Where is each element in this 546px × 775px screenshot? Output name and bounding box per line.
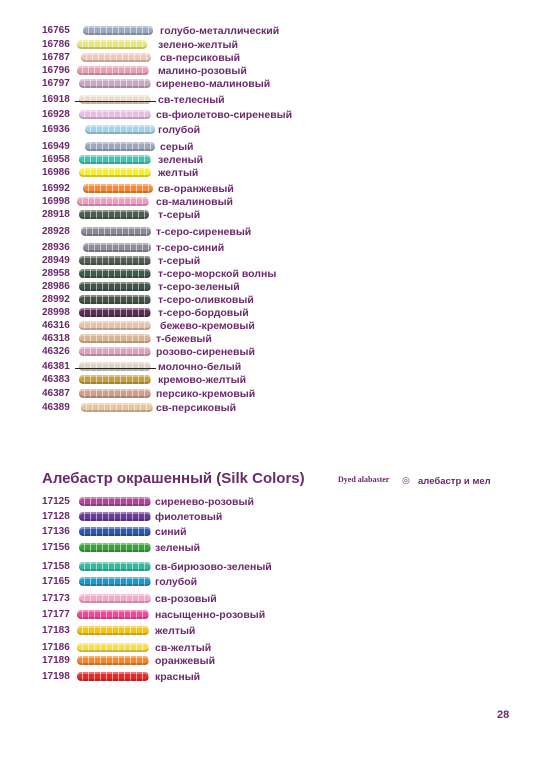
bead-row	[0, 254, 546, 268]
bead-strand-swatch	[81, 53, 151, 62]
bead-row	[0, 387, 546, 401]
bead-color-name: голубо-металлический	[160, 25, 280, 37]
bead-code: 17186	[42, 642, 70, 653]
bead-color-name: т-серый	[158, 209, 201, 221]
bead-row	[0, 510, 546, 524]
bead-row	[0, 541, 546, 555]
bead-strand-swatch	[79, 497, 151, 506]
bead-code: 46316	[42, 320, 70, 331]
bead-color-name: персико-кремовый	[156, 388, 256, 400]
bead-code: 46383	[42, 374, 70, 385]
bead-color-name: бежево-кремовый	[160, 320, 255, 332]
bead-color-name: св-бирюзово-зеленый	[155, 561, 272, 573]
bead-strand-swatch	[77, 610, 149, 619]
bead-row	[0, 360, 546, 374]
bead-strand-swatch	[85, 125, 155, 134]
bead-strand-swatch	[79, 155, 151, 164]
bead-row	[0, 123, 546, 137]
bead-strand-swatch	[77, 626, 149, 635]
bead-row	[0, 670, 546, 684]
alabaster-symbol-icon: ◎	[402, 475, 410, 485]
bead-strand-swatch	[79, 389, 151, 398]
bead-row	[0, 24, 546, 38]
bead-row	[0, 280, 546, 294]
bead-strand-swatch	[79, 210, 149, 219]
bead-code: 28928	[42, 226, 70, 237]
bead-color-name: т-серо-сиреневый	[156, 226, 252, 238]
bead-color-name: кремово-желтый	[158, 374, 247, 386]
bead-color-name: т-серо-морской волны	[158, 268, 277, 280]
bead-strand-swatch	[79, 375, 151, 384]
bead-code: 17156	[42, 542, 70, 553]
bead-strand-swatch	[83, 26, 153, 35]
bead-color-name: желтый	[158, 167, 199, 179]
bead-row	[0, 495, 546, 509]
bead-code: 16998	[42, 196, 70, 207]
bead-color-name: св-телесный	[158, 94, 225, 106]
bead-code: 28918	[42, 209, 70, 220]
bead-code: 28986	[42, 281, 70, 292]
bead-row	[0, 373, 546, 387]
strand-thread-line	[75, 101, 156, 102]
bead-color-name: синий	[155, 526, 187, 538]
bead-row	[0, 38, 546, 52]
bead-code: 46326	[42, 346, 70, 357]
section-title: Алебастр окрашенный (Silk Colors)	[42, 470, 305, 487]
bead-strand-swatch	[79, 110, 151, 119]
bead-row	[0, 208, 546, 222]
bead-color-name: насыщенно-розовый	[155, 609, 266, 621]
bead-row	[0, 195, 546, 209]
bead-row	[0, 560, 546, 574]
bead-color-name: малино-розовый	[158, 65, 247, 77]
bead-color-name: молочно-белый	[158, 361, 242, 373]
bead-code: 16949	[42, 141, 70, 152]
bead-code: 16765	[42, 25, 70, 36]
bead-code: 16992	[42, 183, 70, 194]
bead-row	[0, 140, 546, 154]
bead-row	[0, 306, 546, 320]
bead-strand-swatch	[79, 321, 151, 330]
bead-row	[0, 608, 546, 622]
bead-code: 17189	[42, 655, 70, 666]
bead-color-name: сиренево-розовый	[155, 496, 254, 508]
bead-color-name: желтый	[155, 625, 196, 637]
bead-code: 28998	[42, 307, 70, 318]
bead-strand-swatch	[79, 334, 151, 343]
bead-row	[0, 624, 546, 638]
bead-code: 17125	[42, 496, 70, 507]
bead-strand-swatch	[83, 243, 151, 252]
bead-row	[0, 293, 546, 307]
bead-color-name: т-серо-зеленый	[158, 281, 240, 293]
bead-strand-swatch	[79, 269, 151, 278]
bead-strand-swatch	[79, 347, 151, 356]
bead-strand-swatch	[79, 577, 151, 586]
bead-color-name: розово-сиреневый	[156, 346, 255, 358]
bead-code: 17165	[42, 576, 70, 587]
bead-strand-swatch	[79, 512, 151, 521]
bead-code: 46387	[42, 388, 70, 399]
bead-color-name: св-фиолетово-сиреневый	[156, 109, 293, 121]
bead-row	[0, 592, 546, 606]
bead-row	[0, 525, 546, 539]
bead-code: 28936	[42, 242, 70, 253]
section-subtitle-russian: алебастр и мел	[418, 476, 491, 487]
page-number: 28	[497, 709, 510, 721]
bead-color-name: голубой	[158, 124, 201, 136]
bead-color-name: зеленый	[158, 154, 204, 166]
bead-strand-swatch	[81, 403, 153, 412]
bead-strand-swatch	[77, 656, 149, 665]
strand-thread-line	[75, 368, 156, 369]
bead-code: 16958	[42, 154, 70, 165]
bead-row	[0, 332, 546, 346]
bead-code: 28958	[42, 268, 70, 279]
bead-row	[0, 108, 546, 122]
bead-color-name: голубой	[155, 576, 198, 588]
bead-color-name: т-бежевый	[156, 333, 212, 345]
bead-color-name: т-серо-оливковый	[158, 294, 254, 306]
bead-code: 17198	[42, 671, 70, 682]
bead-color-name: св-оранжевый	[158, 183, 234, 195]
bead-color-name: т-серо-синий	[156, 242, 225, 254]
bead-code: 16986	[42, 167, 70, 178]
bead-code: 17177	[42, 609, 70, 620]
bead-strand-swatch	[77, 643, 149, 652]
bead-row	[0, 641, 546, 655]
bead-strand-swatch	[79, 168, 151, 177]
bead-strand-swatch	[79, 95, 151, 104]
bead-color-name: серый	[160, 141, 194, 153]
bead-color-name: св-персиковый	[156, 402, 237, 414]
bead-row	[0, 319, 546, 333]
bead-color-name: т-серо-бордовый	[158, 307, 249, 319]
bead-color-name: зеленый	[155, 542, 201, 554]
bead-strand-swatch	[77, 197, 149, 206]
bead-code: 17136	[42, 526, 70, 537]
bead-row	[0, 153, 546, 167]
bead-code: 28949	[42, 255, 70, 266]
bead-code: 17128	[42, 511, 70, 522]
bead-strand-swatch	[79, 295, 151, 304]
bead-code: 16787	[42, 52, 70, 63]
bead-color-name: оранжевый	[155, 655, 216, 667]
bead-color-name: св-персиковый	[160, 52, 241, 64]
bead-code: 17158	[42, 561, 70, 572]
bead-row	[0, 575, 546, 589]
bead-color-name: фиолетовый	[155, 511, 223, 523]
bead-code: 46318	[42, 333, 70, 344]
bead-code: 16918	[42, 94, 70, 105]
bead-strand-swatch	[79, 562, 151, 571]
bead-code: 17173	[42, 593, 70, 604]
bead-strand-swatch	[79, 527, 151, 536]
bead-row	[0, 93, 546, 107]
bead-code: 16928	[42, 109, 70, 120]
bead-strand-swatch	[79, 594, 151, 603]
bead-color-name: зелено-желтый	[158, 39, 238, 51]
section-subtitle-english: Dyed alabaster	[338, 475, 390, 484]
bead-strand-swatch	[79, 282, 151, 291]
bead-strand-swatch	[79, 543, 151, 552]
bead-row	[0, 51, 546, 65]
bead-code: 28992	[42, 294, 70, 305]
bead-row	[0, 654, 546, 668]
bead-row	[0, 241, 546, 255]
bead-strand-swatch	[81, 227, 151, 236]
bead-code: 46389	[42, 402, 70, 413]
bead-color-name: св-розовый	[155, 593, 217, 605]
bead-code: 17183	[42, 625, 70, 636]
bead-color-name: сиренево-малиновый	[156, 78, 271, 90]
bead-strand-swatch	[77, 672, 149, 681]
bead-row	[0, 345, 546, 359]
bead-strand-swatch	[77, 40, 147, 49]
bead-code: 16796	[42, 65, 70, 76]
bead-strand-swatch	[79, 256, 151, 265]
bead-code: 16786	[42, 39, 70, 50]
bead-row	[0, 401, 546, 415]
bead-row	[0, 64, 546, 78]
bead-row	[0, 166, 546, 180]
bead-row	[0, 182, 546, 196]
bead-row	[0, 77, 546, 91]
bead-code: 16936	[42, 124, 70, 135]
bead-strand-swatch	[79, 362, 151, 371]
bead-code: 46381	[42, 361, 70, 372]
bead-strand-swatch	[79, 79, 151, 88]
bead-color-name: красный	[155, 671, 201, 683]
bead-row	[0, 225, 546, 239]
bead-strand-swatch	[77, 66, 149, 75]
bead-strand-swatch	[79, 308, 151, 317]
bead-code: 16797	[42, 78, 70, 89]
bead-row	[0, 267, 546, 281]
bead-color-name: св-желтый	[155, 642, 212, 654]
bead-color-name: т-серый	[158, 255, 201, 267]
bead-strand-swatch	[85, 142, 155, 151]
bead-color-name: св-малиновый	[156, 196, 234, 208]
bead-strand-swatch	[83, 184, 153, 193]
